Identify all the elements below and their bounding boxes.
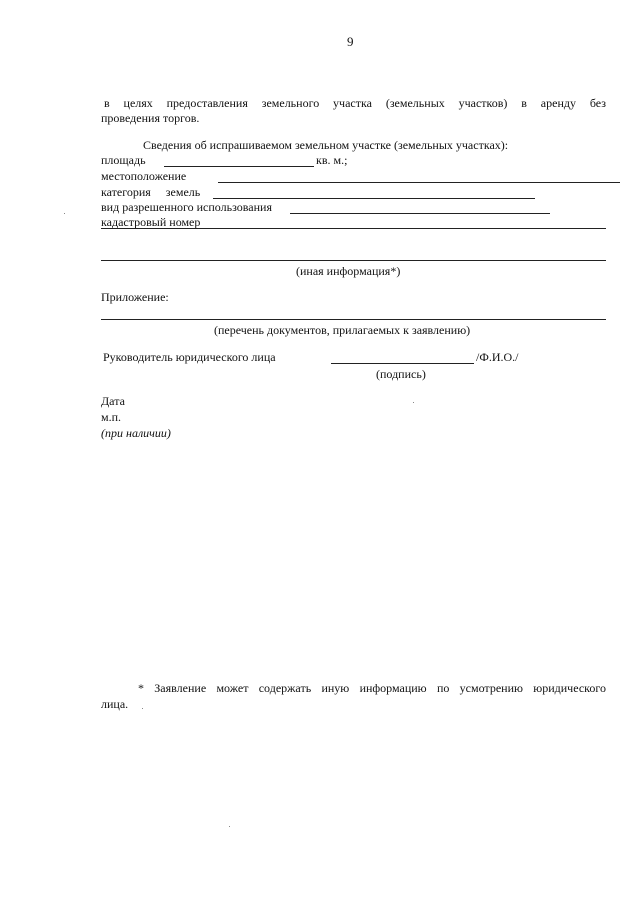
area-unit: кв. м.; [316, 153, 348, 167]
signature-caption: (подпись) [376, 367, 426, 381]
category-label: категория земель [101, 185, 201, 199]
scan-speck [142, 708, 143, 709]
seal-label: м.п. [101, 410, 122, 424]
footnote-line-1: * Заявление может содержать иную информацию по усмотрению юридического [138, 681, 606, 695]
seal-note: (при наличии) [101, 426, 171, 440]
area-input-line[interactable] [164, 166, 314, 167]
other-info-caption: (иная информация*) [296, 264, 401, 278]
signature-input-line[interactable] [331, 363, 474, 364]
scan-speck [229, 826, 230, 827]
scan-speck [64, 213, 65, 214]
date-label: Дата [101, 394, 125, 408]
intro-line-1: в целях предоставления земельного участка (земельных участков) в аренду без [104, 96, 606, 110]
cadastral-input-line[interactable] [101, 228, 606, 229]
cadastral-label: кадастровый номер [101, 215, 201, 229]
footnote-line-2: лица. [101, 697, 129, 711]
location-input-line[interactable] [218, 182, 620, 183]
permitted-use-label: вид разрешенного использования [101, 200, 272, 214]
permitted-use-input-line[interactable] [290, 213, 550, 214]
area-label: площадь [101, 153, 146, 167]
other-info-input-line[interactable] [101, 260, 606, 261]
location-label: местоположение [101, 169, 187, 183]
attachment-input-line[interactable] [101, 319, 606, 320]
attachment-caption: (перечень документов, прилагаемых к заявлению) [214, 323, 471, 337]
scan-speck [413, 402, 414, 403]
attachment-label: Приложение: [101, 290, 169, 304]
head-of-entity-label: Руководитель юридического лица [103, 350, 276, 364]
fio-label: /Ф.И.О./ [476, 350, 519, 364]
page-number: 9 [347, 34, 354, 49]
category-input-line[interactable] [213, 198, 535, 199]
parcel-info-heading: Сведения об испрашиваемом земельном участке (земельных участках): [143, 138, 509, 152]
intro-line-2: проведения торгов. [101, 111, 200, 125]
